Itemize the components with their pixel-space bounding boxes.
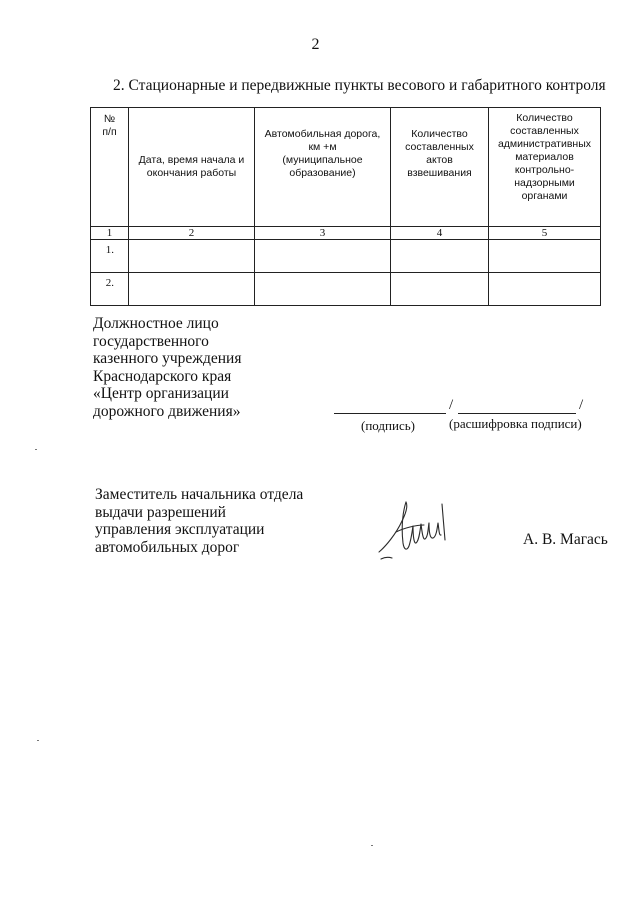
official-line: «Центр организации xyxy=(93,385,229,402)
column-number: 2 xyxy=(129,227,255,240)
header-col-date xyxy=(129,108,255,227)
header-text: административных xyxy=(497,138,592,150)
scan-speck xyxy=(35,449,37,450)
column-number: 5 xyxy=(489,227,601,240)
handwritten-signature xyxy=(376,496,456,564)
official-line: казенного учреждения xyxy=(93,350,242,367)
official-line: Должностное лицо xyxy=(93,315,219,332)
header-text: № xyxy=(103,113,116,125)
header-text: надзорными xyxy=(514,177,575,189)
header-text: составленных xyxy=(405,141,474,153)
column-number: 4 xyxy=(391,227,489,240)
table-cell xyxy=(129,240,255,273)
header-text: составленных xyxy=(510,125,579,137)
header-col-number xyxy=(91,108,129,227)
header-text: взвешивания xyxy=(407,167,472,179)
table-header-row xyxy=(91,108,601,227)
official-line: Краснодарского края xyxy=(93,367,232,385)
official-position-block xyxy=(93,315,241,420)
decoding-separator: / xyxy=(579,397,584,413)
scan-speck xyxy=(37,740,39,741)
header-text: Количество xyxy=(411,128,468,140)
table-row xyxy=(91,240,601,273)
deputy-line: Заместитель начальника отдела xyxy=(95,486,304,503)
section-title: 2. Стационарные и передвижные пункты весового и габаритного контроля xyxy=(113,77,606,94)
table-cell xyxy=(391,273,489,306)
page-number: 2 xyxy=(311,36,320,53)
header-text: Количество xyxy=(516,112,573,124)
table-cell xyxy=(489,240,601,273)
column-number: 1 xyxy=(91,227,129,240)
row-number: 1. xyxy=(91,240,129,273)
decoding-line xyxy=(458,413,576,414)
column-number: 3 xyxy=(255,227,391,240)
header-text: Дата, время начала и xyxy=(138,154,245,166)
header-text: (муниципальное xyxy=(282,154,363,166)
report-table xyxy=(90,107,601,306)
signature-line xyxy=(334,413,446,414)
row-number: 2. xyxy=(91,273,129,306)
header-text: п/п xyxy=(102,126,117,138)
table-cell xyxy=(391,240,489,273)
header-col-road xyxy=(255,108,391,227)
header-col-admin-materials xyxy=(489,108,601,227)
scan-speck xyxy=(371,845,373,846)
header-col-weighing-acts xyxy=(391,108,489,227)
header-text: км +м xyxy=(308,141,337,153)
header-text: актов xyxy=(426,154,453,166)
table-cell xyxy=(489,273,601,306)
table-cell xyxy=(129,273,255,306)
official-line: дорожного движения» xyxy=(93,402,241,420)
decoding-caption: (расшифровка подписи) xyxy=(449,416,582,431)
signature-caption: (подпись) xyxy=(361,418,415,433)
header-text: окончания работы xyxy=(146,167,237,179)
official-line: государственного xyxy=(93,332,209,350)
deputy-line: автомобильных дорог xyxy=(95,538,240,556)
column-number-row xyxy=(91,227,601,240)
deputy-line: выдачи разрешений xyxy=(95,503,226,521)
header-text: материалов xyxy=(515,151,574,163)
deputy-position-block xyxy=(95,486,303,556)
header-text: образование) xyxy=(289,167,356,179)
deputy-line: управления эксплуатации xyxy=(95,521,265,538)
header-text: контрольно- xyxy=(514,164,575,176)
signature-separator: / xyxy=(449,397,454,413)
table-cell xyxy=(255,273,391,306)
header-text: Автомобильная дорога, xyxy=(264,128,381,140)
table-cell xyxy=(255,240,391,273)
header-text: органами xyxy=(521,190,568,202)
table-row xyxy=(91,273,601,306)
deputy-name: А. В. Магась xyxy=(523,531,608,548)
